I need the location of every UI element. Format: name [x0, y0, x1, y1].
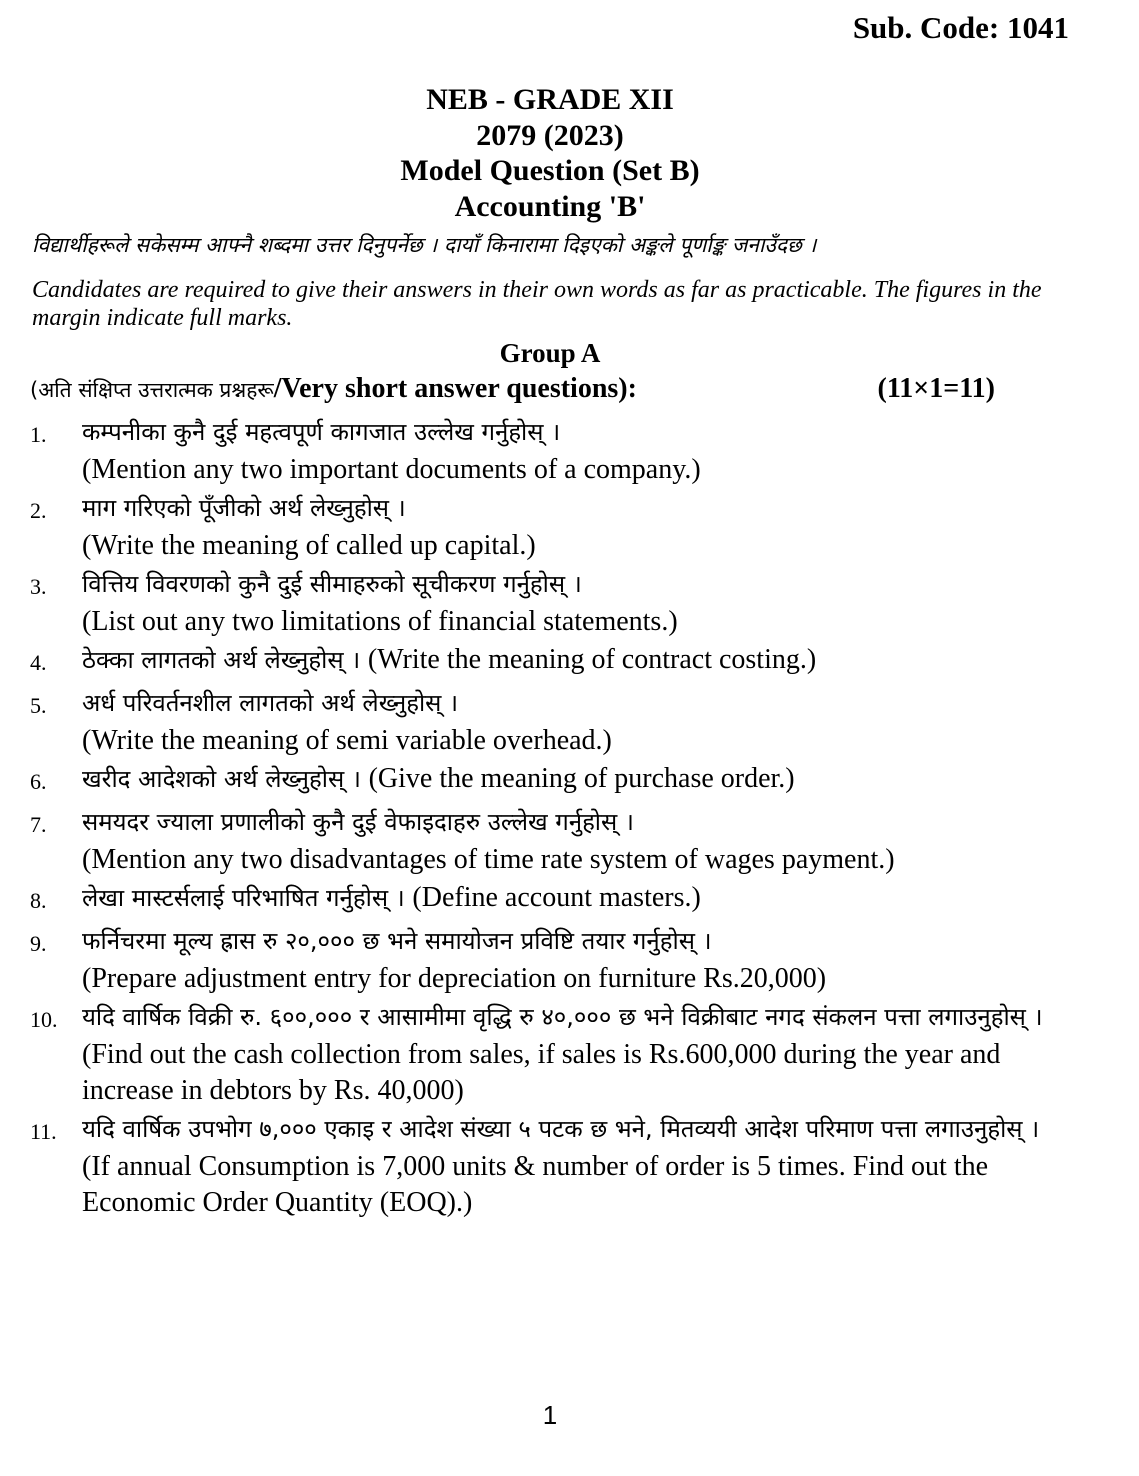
question-number: 9.: [30, 931, 47, 956]
question-text-english: (List out any two limitations of financial statements.): [82, 606, 678, 637]
question-text-english: (Write the meaning of called up capital.): [82, 530, 536, 561]
question-2: [30, 488, 1080, 564]
page-number: 1: [542, 1400, 558, 1430]
question-number: 1.: [30, 422, 47, 447]
question-text-english: (Prepare adjustment entry for depreciation on furniture Rs.20,000): [82, 963, 827, 994]
question-text-nepali: फर्निचरमा मूल्य ह्रास रु २०,००० छ भने समायोजन प्रविष्टि तयार गर्नुहोस् ।: [82, 927, 712, 955]
question-text-nepali: अर्ध परिवर्तनशील लागतको अर्थ लेख्नुहोस् ।: [82, 689, 459, 717]
question-body: [82, 412, 1080, 488]
question-text-nepali: वित्तिय विवरणको कुनै दुई सीमाहरुको सूचीकरण गर्नुहोस् ।: [82, 570, 582, 598]
question-body: [82, 683, 1080, 759]
question-text-english: (Write the meaning of contract costing.): [367, 644, 817, 675]
header-subject: Accounting 'B': [454, 189, 646, 223]
question-number: 2.: [30, 498, 47, 523]
question-3: [30, 564, 1080, 640]
question-text-nepali: माग गरिएको पूँजीको अर्थ लेख्नुहोस् ।: [82, 494, 406, 522]
question-7: [30, 802, 1080, 878]
question-body: [82, 759, 1080, 799]
question-text-nepali: खरीद आदेशको अर्थ लेख्नुहोस् ।: [82, 765, 361, 793]
section-heading-nepali: (अति संक्षिप्त उत्तरात्मक प्रश्नहरू: [30, 378, 274, 402]
question-9: [30, 921, 1080, 997]
question-8: [30, 878, 1080, 921]
question-text-english: (Find out the cash collection from sales, if sales is Rs.600,000 during the year and increase in debtors by Rs. 40,000): [82, 1039, 1001, 1106]
question-text-english: (Define account masters.): [412, 882, 701, 913]
question-number: 7.: [30, 812, 47, 837]
question-text-english: (Write the meaning of semi variable overhead.): [82, 725, 612, 756]
question-text-english: (Mention any two important documents of a company.): [82, 454, 701, 485]
question-body: [82, 878, 1080, 918]
question-text-line: [82, 759, 1080, 799]
question-text-nepali: यदि वार्षिक विक्री रु. ६००,००० र आसामीमा वृद्धि रु ४०,००० छ भने विक्रीबाट नगद संकलन पत्ता लगाउनुहोस् ।: [82, 1003, 1043, 1031]
sub-code: Sub. Code: 1041: [852, 10, 1069, 45]
question-6: [30, 759, 1080, 802]
question-10: [30, 997, 1080, 1109]
question-text-line: [82, 640, 1080, 680]
question-text-nepali: ठेक्का लागतको अर्थ लेख्नुहोस् ।: [82, 646, 361, 674]
question-body: [82, 1109, 1080, 1221]
question-text-nepali: कम्पनीका कुनै दुई महत्वपूर्ण कागजात उल्लेख गर्नुहोस् ।: [82, 418, 561, 446]
instructions-nepali: विद्यार्थीहरूले सकेसम्म आफ्नै शब्दमा उत्तर दिनुपर्नेछ । दायाँ किनारामा दिइएको अङ्कले पूर्णाङ्क जनाउँदछ ।: [32, 233, 817, 257]
section-heading: [30, 371, 995, 407]
question-text-english: (Give the meaning of purchase order.): [368, 763, 795, 794]
question-text-english: (Mention any two disadvantages of time rate system of wages payment.): [82, 844, 895, 875]
instructions-english: Candidates are required to give their answers in their own words as far as practicable. The figures in the margin indicate full marks.: [32, 277, 1042, 331]
question-body: [82, 921, 1080, 997]
question-number: 10.: [30, 1007, 58, 1032]
question-number: 4.: [30, 650, 47, 675]
question-number: 5.: [30, 693, 47, 718]
question-number: 3.: [30, 574, 47, 599]
group-title: Group A: [499, 338, 601, 368]
question-number: 8.: [30, 888, 47, 913]
section-heading-english: /Very short answer questions):: [273, 373, 637, 404]
question-body: [82, 802, 1080, 878]
header-board-grade: NEB - GRADE XII: [426, 83, 674, 116]
question-4: [30, 640, 1080, 683]
question-text-nepali: लेखा मास्टर्सलाई परिभाषित गर्नुहोस् ।: [82, 884, 405, 912]
question-5: [30, 683, 1080, 759]
section-marks: (11×1=11): [877, 373, 995, 404]
exam-header: [0, 82, 1100, 224]
question-11: [30, 1109, 1080, 1221]
question-number: 6.: [30, 769, 47, 794]
question-text-nepali: यदि वार्षिक उपभोग ७,००० एकाइ र आदेश संख्या ५ पटक छ भने, मितव्ययी आदेश परिमाण पत्ता लगाउनुहोस् ।: [82, 1115, 1040, 1143]
question-number: 11.: [30, 1119, 57, 1144]
header-set: Model Question (Set B): [400, 154, 700, 187]
question-body: [82, 640, 1080, 680]
question-text-line: [82, 878, 1080, 918]
question-text-english: (If annual Consumption is 7,000 units & number of order is 5 times. Find out the Economic Order Quantity (EOQ).): [82, 1151, 989, 1218]
question-list: [30, 412, 1080, 1221]
question-1: [30, 412, 1080, 488]
question-text-nepali: समयदर ज्याला प्रणालीको कुनै दुई वेफाइदाहरु उल्लेख गर्नुहोस् ।: [82, 808, 634, 836]
question-body: [82, 997, 1080, 1109]
question-body: [82, 564, 1080, 640]
question-body: [82, 488, 1080, 564]
header-year: 2079 (2023): [476, 118, 624, 152]
